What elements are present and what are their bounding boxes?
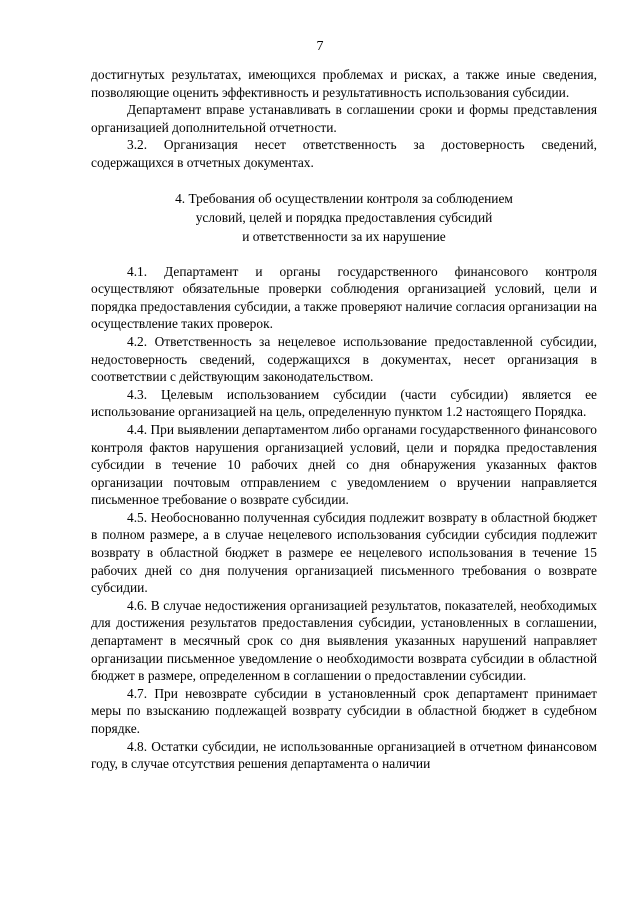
- paragraph-4-1: 4.1. Департамент и органы государственного финансового контроля осуществляют обязательные проверки соблюдения организацией условий, цели и порядка предоставления субсидии, а также проверяют наличие согласия организации на осуществление таких проверок.: [91, 263, 597, 332]
- document-body: [91, 66, 597, 773]
- paragraph-4-2: 4.2. Ответственность за нецелевое использование предоставленной субсидии, недостоверность сведений, содержащихся в документах, несет организация в соответствии с действующим законодательством.: [91, 333, 597, 385]
- section-heading-line: 4. Требования об осуществлении контроля за соблюдением: [175, 190, 513, 206]
- paragraph-4-6: 4.6. В случае недостижения организацией результатов, показателей, необходимых для достижения результатов предоставления субсидии, установленных в соглашении, департамент в месячный срок со дня выявления указанных нарушений направляет организации письменное уведомление о необходимости возврата субсидии в областной бюджет в размере, определенном в соглашении о предоставлении субсидии.: [91, 597, 597, 684]
- paragraph-4-5: 4.5. Необоснованно полученная субсидия подлежит возврату в областной бюджет в полном размере, а в случае нецелевого использования субсидии субсидия подлежит возврату в областной бюджет в размере ее нецелевого использования в течение 15 рабочих дней со дня получения организацией письменного требования о возврате субсидии.: [91, 509, 597, 596]
- section-heading-line: условий, целей и порядка предоставления субсидий: [195, 209, 493, 225]
- page-number: 7: [316, 39, 324, 54]
- section-heading-line: и ответственности за их нарушение: [242, 228, 446, 244]
- section-heading: [91, 189, 597, 246]
- paragraph-reporting-terms: Департамент вправе устанавливать в соглашении сроки и формы представления организацией дополнительной отчетности.: [91, 102, 597, 135]
- paragraph-4-8: 4.8. Остатки субсидии, не использованные организацией в отчетном финансовом году, в случае отсутствия решения департамента о наличии: [91, 738, 597, 772]
- paragraph-4-3: 4.3. Целевым использованием субсидии (части субсидии) является ее использование организацией на цель, определенную пунктом 1.2 настоящего Порядка.: [91, 386, 597, 420]
- paragraph-continuation: достигнутых результатах, имеющихся проблемах и рисках, а также иные сведения, позволяющие оценить эффективность и результативность использования субсидии.: [91, 67, 597, 100]
- paragraph-3-2: 3.2. Организация несет ответственность за достоверность сведений, содержащихся в отчетных документах.: [91, 137, 597, 170]
- paragraph-4-4: 4.4. При выявлении департаментом либо органами государственного финансового контроля фактов нарушения организацией условий, цели и порядка предоставления субсидии в течение 10 рабочих дней со дня обнаружения указанных фактов организации почтовым отправлением с уведомлением о вручении направляется письменное требование о возврате субсидии.: [91, 421, 597, 508]
- paragraph-4-7: 4.7. При невозврате субсидии в установленный срок департамент принимает меры по взысканию подлежащей возврату субсидии в областной бюджет в судебном порядке.: [91, 685, 597, 736]
